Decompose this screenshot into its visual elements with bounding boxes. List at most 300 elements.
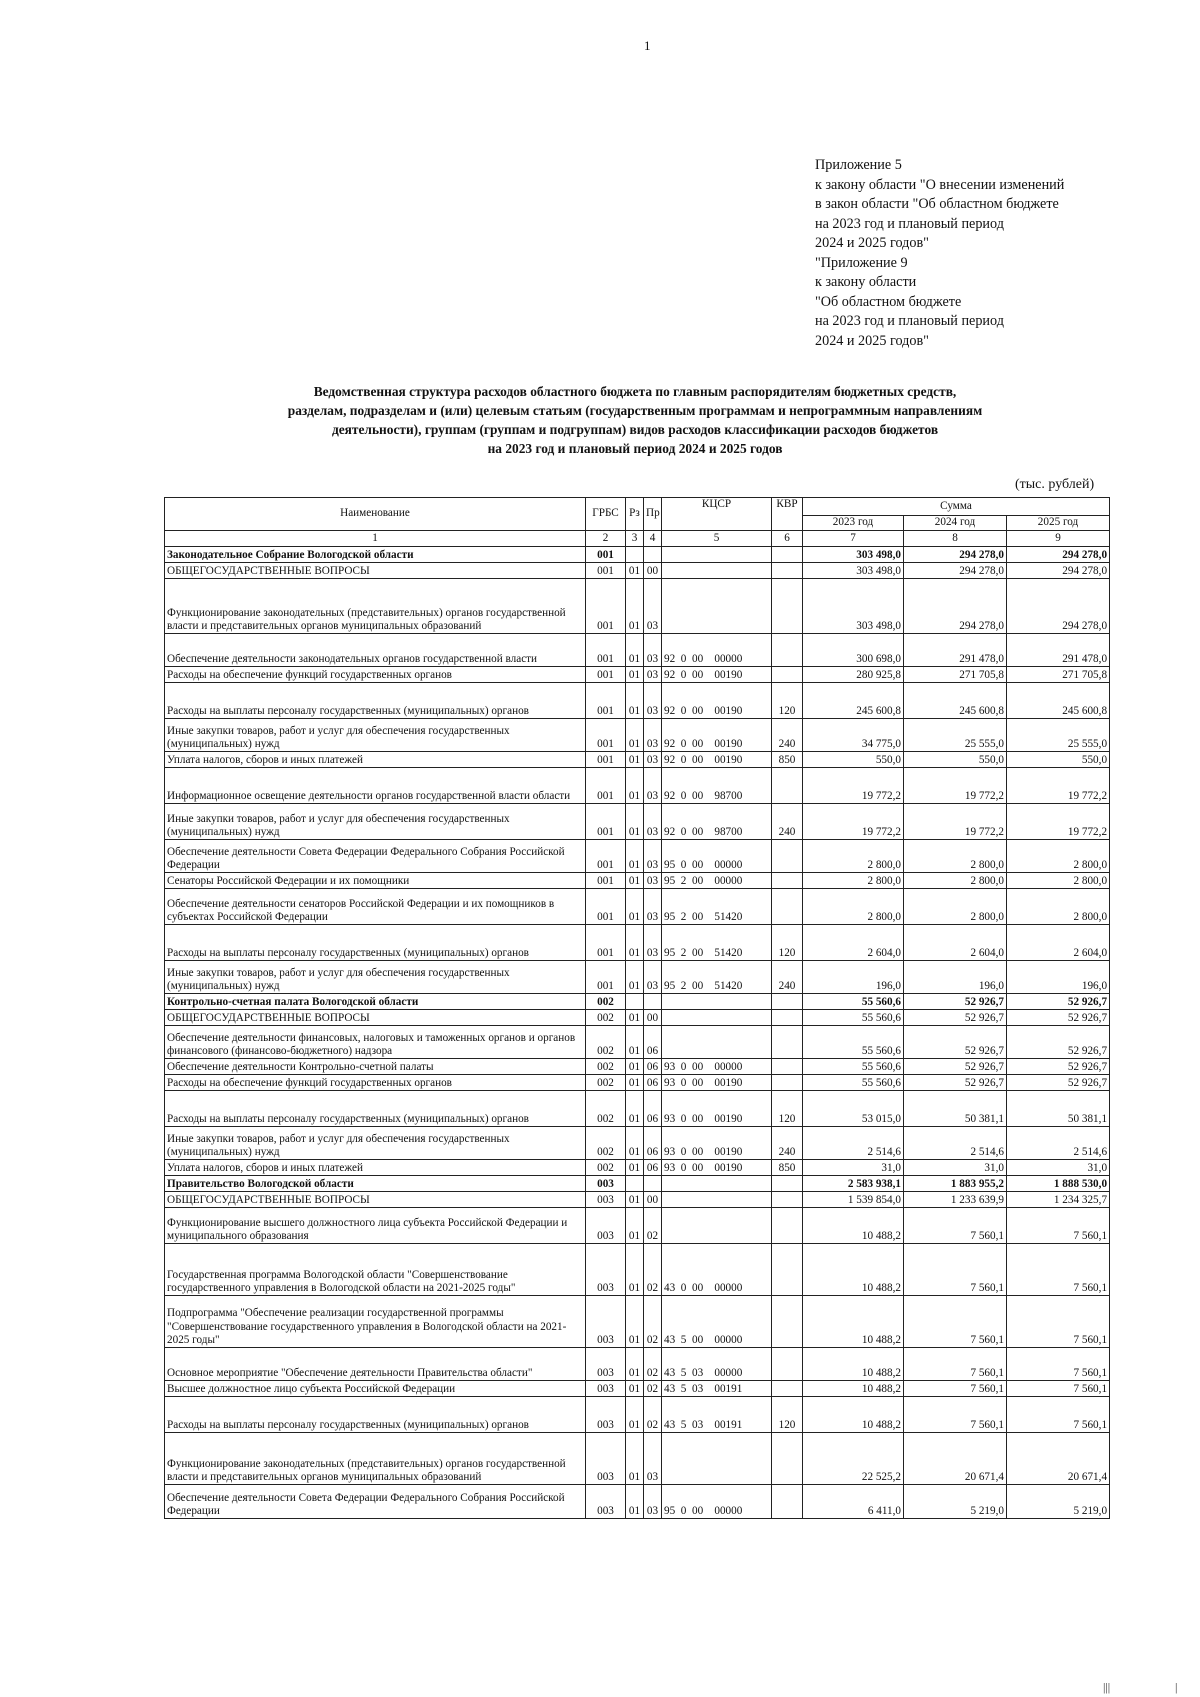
cell-pr: 03 bbox=[644, 873, 662, 889]
column-number: 9 bbox=[1007, 531, 1110, 547]
cell-amount-2025: 52 926,7 bbox=[1007, 1059, 1110, 1075]
title-line: деятельности), группам (группам и подгруппам) видов расходов классификации расходов бюджетов bbox=[331, 422, 939, 437]
cell-amount-2025: 19 772,2 bbox=[1007, 768, 1110, 804]
cell-name: Обеспечение деятельности Совета Федерации Федерального Собрания Российской Федерации bbox=[165, 840, 586, 873]
table-row bbox=[165, 925, 1110, 961]
cell-rz: 01 bbox=[626, 961, 644, 994]
cell-amount-2023: 1 539 854,0 bbox=[803, 1192, 904, 1208]
cell-kvr bbox=[772, 889, 803, 925]
cell-grbs: 003 bbox=[586, 1192, 626, 1208]
bottom-mark: ||| bbox=[1103, 1680, 1111, 1694]
cell-rz: 01 bbox=[626, 1296, 644, 1348]
units-label: (тыс. рублей) bbox=[1015, 477, 1095, 492]
cell-kvr: 120 bbox=[772, 1397, 803, 1433]
cell-pr: 03 bbox=[644, 719, 662, 752]
cell-name: Иные закупки товаров, работ и услуг для обеспечения государственных (муниципальных) нужд bbox=[165, 719, 586, 752]
cell-pr: 06 bbox=[644, 1075, 662, 1091]
cell-amount-2023: 303 498,0 bbox=[803, 547, 904, 563]
cell-rz: 01 bbox=[626, 1010, 644, 1026]
cell-amount-2023: 303 498,0 bbox=[803, 563, 904, 579]
cell-kcsr bbox=[662, 563, 772, 579]
cell-kcsr bbox=[662, 1176, 772, 1192]
cell-pr: 02 bbox=[644, 1381, 662, 1397]
cell-rz: 01 bbox=[626, 889, 644, 925]
header-rz: Рз bbox=[626, 498, 644, 531]
cell-name: Государственная программа Вологодской области "Совершенствование государственного управления в Вологодской области на 2021-2025 годы" bbox=[165, 1244, 586, 1296]
column-number: 7 bbox=[803, 531, 904, 547]
cell-rz bbox=[626, 1176, 644, 1192]
cell-name: Функционирование законодательных (представительных) органов государственной власти и представительных органов муниципальных образований bbox=[165, 579, 586, 634]
cell-amount-2025: 2 514,6 bbox=[1007, 1127, 1110, 1160]
cell-name: Обеспечение деятельности финансовых, налоговых и таможенных органов и органов финансового (финансово-бюджетного) надзора bbox=[165, 1026, 586, 1059]
cell-pr: 03 bbox=[644, 840, 662, 873]
cell-kvr: 240 bbox=[772, 804, 803, 840]
cell-amount-2025: 2 800,0 bbox=[1007, 889, 1110, 925]
cell-rz: 01 bbox=[626, 1059, 644, 1075]
header-pr: Пр bbox=[644, 498, 662, 531]
cell-kvr bbox=[772, 1485, 803, 1519]
cell-grbs: 001 bbox=[586, 961, 626, 994]
table-row bbox=[165, 752, 1110, 768]
cell-amount-2023: 303 498,0 bbox=[803, 579, 904, 634]
cell-kcsr: 93 0 00 00190 bbox=[662, 1075, 772, 1091]
cell-rz bbox=[626, 994, 644, 1010]
cell-kvr bbox=[772, 1381, 803, 1397]
header-kvr: КВР bbox=[772, 498, 803, 531]
cell-amount-2024: 52 926,7 bbox=[904, 1059, 1007, 1075]
table-row bbox=[165, 1296, 1110, 1348]
cell-amount-2025: 294 278,0 bbox=[1007, 563, 1110, 579]
cell-rz: 01 bbox=[626, 1026, 644, 1059]
cell-amount-2023: 55 560,6 bbox=[803, 994, 904, 1010]
cell-amount-2023: 196,0 bbox=[803, 961, 904, 994]
cell-amount-2023: 2 604,0 bbox=[803, 925, 904, 961]
cell-amount-2025: 196,0 bbox=[1007, 961, 1110, 994]
table-row bbox=[165, 961, 1110, 994]
cell-kcsr bbox=[662, 1433, 772, 1485]
cell-name: Иные закупки товаров, работ и услуг для обеспечения государственных (муниципальных) нужд bbox=[165, 961, 586, 994]
cell-grbs: 003 bbox=[586, 1433, 626, 1485]
cell-grbs: 002 bbox=[586, 1127, 626, 1160]
cell-kcsr: 43 5 03 00000 bbox=[662, 1348, 772, 1381]
cell-amount-2024: 1 233 639,9 bbox=[904, 1192, 1007, 1208]
cell-amount-2024: 20 671,4 bbox=[904, 1433, 1007, 1485]
cell-kcsr: 95 2 00 51420 bbox=[662, 889, 772, 925]
cell-amount-2025: 291 478,0 bbox=[1007, 634, 1110, 667]
cell-pr: 06 bbox=[644, 1127, 662, 1160]
header-kcsr: КЦСР bbox=[662, 498, 772, 531]
cell-name: Функционирование высшего должностного лица субъекта Российской Федерации и муниципального образования bbox=[165, 1208, 586, 1244]
column-number: 3 bbox=[626, 531, 644, 547]
table-row bbox=[165, 579, 1110, 634]
cell-name: Функционирование законодательных (представительных) органов государственной власти и представительных органов муниципальных образований bbox=[165, 1433, 586, 1485]
cell-kcsr: 43 0 00 00000 bbox=[662, 1244, 772, 1296]
cell-amount-2025: 25 555,0 bbox=[1007, 719, 1110, 752]
table-row bbox=[165, 1381, 1110, 1397]
cell-grbs: 001 bbox=[586, 634, 626, 667]
cell-kvr bbox=[772, 1026, 803, 1059]
cell-pr: 03 bbox=[644, 889, 662, 925]
cell-rz: 01 bbox=[626, 840, 644, 873]
cell-grbs: 001 bbox=[586, 752, 626, 768]
table-row bbox=[165, 1348, 1110, 1381]
cell-kvr bbox=[772, 1296, 803, 1348]
cell-kvr bbox=[772, 547, 803, 563]
appendix-line: к закону области bbox=[815, 274, 917, 290]
cell-grbs: 002 bbox=[586, 994, 626, 1010]
cell-name: Высшее должностное лицо субъекта Российской Федерации bbox=[165, 1381, 586, 1397]
cell-amount-2025: 245 600,8 bbox=[1007, 683, 1110, 719]
cell-grbs: 002 bbox=[586, 1075, 626, 1091]
table-row bbox=[165, 1091, 1110, 1127]
cell-kcsr bbox=[662, 579, 772, 634]
cell-amount-2025: 7 560,1 bbox=[1007, 1348, 1110, 1381]
cell-amount-2024: 2 800,0 bbox=[904, 873, 1007, 889]
cell-rz: 01 bbox=[626, 1160, 644, 1176]
cell-amount-2024: 7 560,1 bbox=[904, 1244, 1007, 1296]
cell-amount-2023: 19 772,2 bbox=[803, 804, 904, 840]
table-row bbox=[165, 1010, 1110, 1026]
cell-kcsr: 92 0 00 00190 bbox=[662, 719, 772, 752]
cell-amount-2023: 10 488,2 bbox=[803, 1296, 904, 1348]
cell-amount-2023: 10 488,2 bbox=[803, 1244, 904, 1296]
cell-amount-2024: 31,0 bbox=[904, 1160, 1007, 1176]
table-row bbox=[165, 804, 1110, 840]
cell-kcsr bbox=[662, 1208, 772, 1244]
cell-amount-2023: 550,0 bbox=[803, 752, 904, 768]
cell-amount-2025: 1 888 530,0 bbox=[1007, 1176, 1110, 1192]
cell-pr: 06 bbox=[644, 1160, 662, 1176]
cell-name: Расходы на обеспечение функций государственных органов bbox=[165, 667, 586, 683]
cell-amount-2025: 7 560,1 bbox=[1007, 1296, 1110, 1348]
table-row bbox=[165, 1026, 1110, 1059]
table-row bbox=[165, 873, 1110, 889]
cell-pr: 02 bbox=[644, 1397, 662, 1433]
cell-rz: 01 bbox=[626, 752, 644, 768]
cell-kvr bbox=[772, 1192, 803, 1208]
header-grbs: ГРБС bbox=[586, 498, 626, 531]
appendix-line: 2024 и 2025 годов" bbox=[815, 235, 929, 251]
cell-kvr: 120 bbox=[772, 683, 803, 719]
cell-amount-2023: 245 600,8 bbox=[803, 683, 904, 719]
table-row bbox=[165, 1075, 1110, 1091]
cell-kvr: 850 bbox=[772, 1160, 803, 1176]
cell-amount-2023: 22 525,2 bbox=[803, 1433, 904, 1485]
cell-rz bbox=[626, 547, 644, 563]
cell-rz: 01 bbox=[626, 1091, 644, 1127]
cell-amount-2025: 2 800,0 bbox=[1007, 873, 1110, 889]
table-row bbox=[165, 1127, 1110, 1160]
cell-amount-2023: 2 514,6 bbox=[803, 1127, 904, 1160]
cell-grbs: 001 bbox=[586, 719, 626, 752]
cell-kcsr bbox=[662, 1192, 772, 1208]
cell-kvr: 850 bbox=[772, 752, 803, 768]
cell-amount-2023: 53 015,0 bbox=[803, 1091, 904, 1127]
cell-rz: 01 bbox=[626, 1381, 644, 1397]
cell-rz: 01 bbox=[626, 1397, 644, 1433]
cell-amount-2024: 7 560,1 bbox=[904, 1208, 1007, 1244]
cell-amount-2025: 1 234 325,7 bbox=[1007, 1192, 1110, 1208]
appendix-note bbox=[815, 156, 1145, 351]
cell-kvr: 240 bbox=[772, 961, 803, 994]
cell-kcsr bbox=[662, 1010, 772, 1026]
cell-kvr bbox=[772, 1433, 803, 1485]
cell-amount-2024: 294 278,0 bbox=[904, 563, 1007, 579]
cell-pr: 03 bbox=[644, 925, 662, 961]
cell-kcsr: 43 5 00 00000 bbox=[662, 1296, 772, 1348]
cell-amount-2024: 52 926,7 bbox=[904, 1075, 1007, 1091]
cell-amount-2024: 294 278,0 bbox=[904, 579, 1007, 634]
appendix-line: "Приложение 9 bbox=[815, 254, 908, 271]
cell-kvr: 120 bbox=[772, 1091, 803, 1127]
table-row bbox=[165, 1485, 1110, 1519]
cell-name: Сенаторы Российской Федерации и их помощники bbox=[165, 873, 586, 889]
cell-amount-2024: 196,0 bbox=[904, 961, 1007, 994]
cell-amount-2025: 7 560,1 bbox=[1007, 1208, 1110, 1244]
cell-grbs: 001 bbox=[586, 804, 626, 840]
cell-kvr bbox=[772, 667, 803, 683]
cell-kcsr: 93 0 00 00190 bbox=[662, 1127, 772, 1160]
cell-amount-2024: 2 514,6 bbox=[904, 1127, 1007, 1160]
cell-amount-2025: 52 926,7 bbox=[1007, 1010, 1110, 1026]
appendix-line: на 2023 год и плановый период bbox=[815, 313, 1004, 329]
cell-kvr bbox=[772, 1176, 803, 1192]
cell-name: ОБЩЕГОСУДАРСТВЕННЫЕ ВОПРОСЫ bbox=[165, 1192, 586, 1208]
cell-amount-2025: 550,0 bbox=[1007, 752, 1110, 768]
cell-kvr bbox=[772, 1348, 803, 1381]
cell-kvr bbox=[772, 1059, 803, 1075]
cell-pr: 02 bbox=[644, 1296, 662, 1348]
cell-amount-2024: 52 926,7 bbox=[904, 994, 1007, 1010]
cell-name: Подпрограмма "Обеспечение реализации государственной программы "Совершенствование государственного управления в Вологодской области на 2021-2025 годы" bbox=[165, 1296, 586, 1348]
cell-amount-2023: 2 583 938,1 bbox=[803, 1176, 904, 1192]
cell-amount-2024: 19 772,2 bbox=[904, 804, 1007, 840]
cell-pr bbox=[644, 994, 662, 1010]
cell-amount-2025: 294 278,0 bbox=[1007, 579, 1110, 634]
table-row bbox=[165, 1059, 1110, 1075]
header-year-2024: 2024 год bbox=[904, 516, 1007, 531]
column-number: 1 bbox=[165, 531, 586, 547]
column-number: 6 bbox=[772, 531, 803, 547]
budget-table-body bbox=[165, 547, 1110, 1519]
cell-kcsr: 92 0 00 98700 bbox=[662, 768, 772, 804]
cell-grbs: 003 bbox=[586, 1485, 626, 1519]
appendix-line: в закон области "Об областном бюджете bbox=[815, 196, 1059, 212]
cell-grbs: 002 bbox=[586, 1010, 626, 1026]
cell-kcsr: 92 0 00 00190 bbox=[662, 667, 772, 683]
cell-pr: 02 bbox=[644, 1244, 662, 1296]
table-row bbox=[165, 1208, 1110, 1244]
table-row bbox=[165, 547, 1110, 563]
appendix-line: "Об областном бюджете bbox=[815, 293, 962, 310]
cell-grbs: 003 bbox=[586, 1208, 626, 1244]
cell-amount-2024: 25 555,0 bbox=[904, 719, 1007, 752]
table-row bbox=[165, 1176, 1110, 1192]
cell-kcsr: 93 0 00 00190 bbox=[662, 1160, 772, 1176]
cell-rz: 01 bbox=[626, 804, 644, 840]
cell-rz: 01 bbox=[626, 563, 644, 579]
cell-name: Основное мероприятие "Обеспечение деятельности Правительства области" bbox=[165, 1348, 586, 1381]
cell-name: Обеспечение деятельности сенаторов Российской Федерации и их помощников в субъектах Российской Федерации bbox=[165, 889, 586, 925]
table-row bbox=[165, 719, 1110, 752]
cell-kcsr: 95 0 00 00000 bbox=[662, 840, 772, 873]
cell-amount-2024: 7 560,1 bbox=[904, 1348, 1007, 1381]
cell-pr: 00 bbox=[644, 1010, 662, 1026]
column-number: 8 bbox=[904, 531, 1007, 547]
table-row bbox=[165, 840, 1110, 873]
cell-amount-2023: 55 560,6 bbox=[803, 1059, 904, 1075]
document-title bbox=[170, 382, 1100, 458]
cell-rz: 01 bbox=[626, 1433, 644, 1485]
cell-grbs: 001 bbox=[586, 547, 626, 563]
cell-amount-2024: 245 600,8 bbox=[904, 683, 1007, 719]
cell-kvr: 120 bbox=[772, 925, 803, 961]
cell-grbs: 001 bbox=[586, 563, 626, 579]
cell-amount-2024: 294 278,0 bbox=[904, 547, 1007, 563]
cell-kcsr bbox=[662, 547, 772, 563]
header-name: Наименование bbox=[165, 498, 586, 531]
title-line: на 2023 год и плановый период 2024 и 2025 годов bbox=[487, 441, 783, 456]
cell-kvr bbox=[772, 873, 803, 889]
cell-amount-2024: 7 560,1 bbox=[904, 1381, 1007, 1397]
cell-kvr bbox=[772, 1075, 803, 1091]
table-row bbox=[165, 1397, 1110, 1433]
cell-name: Уплата налогов, сборов и иных платежей bbox=[165, 1160, 586, 1176]
appendix-line: к закону области "О внесении изменений bbox=[815, 176, 1065, 193]
cell-rz: 01 bbox=[626, 1208, 644, 1244]
cell-kvr bbox=[772, 579, 803, 634]
cell-rz: 01 bbox=[626, 1192, 644, 1208]
cell-name: Законодательное Собрание Вологодской области bbox=[165, 547, 586, 563]
cell-amount-2024: 52 926,7 bbox=[904, 1010, 1007, 1026]
cell-amount-2025: 294 278,0 bbox=[1007, 547, 1110, 563]
cell-grbs: 003 bbox=[586, 1176, 626, 1192]
cell-kcsr: 95 2 00 51420 bbox=[662, 961, 772, 994]
cell-kcsr bbox=[662, 994, 772, 1010]
cell-amount-2025: 2 800,0 bbox=[1007, 840, 1110, 873]
cell-amount-2025: 7 560,1 bbox=[1007, 1381, 1110, 1397]
table-row bbox=[165, 1433, 1110, 1485]
cell-amount-2024: 52 926,7 bbox=[904, 1026, 1007, 1059]
cell-pr: 00 bbox=[644, 1192, 662, 1208]
cell-kvr bbox=[772, 563, 803, 579]
cell-name: Расходы на обеспечение функций государственных органов bbox=[165, 1075, 586, 1091]
cell-name: Расходы на выплаты персоналу государственных (муниципальных) органов bbox=[165, 1397, 586, 1433]
cell-amount-2025: 52 926,7 bbox=[1007, 994, 1110, 1010]
cell-name: Контрольно-счетная палата Вологодской области bbox=[165, 994, 586, 1010]
cell-amount-2024: 19 772,2 bbox=[904, 768, 1007, 804]
table-row bbox=[165, 889, 1110, 925]
cell-name: Расходы на выплаты персоналу государственных (муниципальных) органов bbox=[165, 1091, 586, 1127]
cell-rz: 01 bbox=[626, 1127, 644, 1160]
cell-amount-2024: 50 381,1 bbox=[904, 1091, 1007, 1127]
cell-grbs: 003 bbox=[586, 1348, 626, 1381]
cell-kvr bbox=[772, 1010, 803, 1026]
cell-amount-2023: 55 560,6 bbox=[803, 1026, 904, 1059]
cell-kvr bbox=[772, 1244, 803, 1296]
cell-grbs: 003 bbox=[586, 1381, 626, 1397]
cell-grbs: 001 bbox=[586, 873, 626, 889]
cell-pr: 03 bbox=[644, 579, 662, 634]
cell-amount-2025: 7 560,1 bbox=[1007, 1244, 1110, 1296]
cell-rz: 01 bbox=[626, 925, 644, 961]
column-number: 4 bbox=[644, 531, 662, 547]
cell-grbs: 001 bbox=[586, 925, 626, 961]
cell-amount-2025: 5 219,0 bbox=[1007, 1485, 1110, 1519]
table-row bbox=[165, 563, 1110, 579]
appendix-line: Приложение 5 bbox=[815, 157, 902, 173]
table-row bbox=[165, 1192, 1110, 1208]
cell-grbs: 001 bbox=[586, 840, 626, 873]
cell-amount-2024: 291 478,0 bbox=[904, 634, 1007, 667]
cell-amount-2023: 55 560,6 bbox=[803, 1010, 904, 1026]
cell-kvr bbox=[772, 994, 803, 1010]
cell-amount-2023: 10 488,2 bbox=[803, 1381, 904, 1397]
cell-amount-2023: 2 800,0 bbox=[803, 840, 904, 873]
title-line: разделам, подразделам и (или) целевым статьям (государственным программам и непрограммным направлениям bbox=[287, 403, 983, 418]
cell-grbs: 002 bbox=[586, 1059, 626, 1075]
table-row bbox=[165, 634, 1110, 667]
cell-name: Иные закупки товаров, работ и услуг для обеспечения государственных (муниципальных) нужд bbox=[165, 804, 586, 840]
cell-amount-2023: 2 800,0 bbox=[803, 873, 904, 889]
cell-pr: 03 bbox=[644, 667, 662, 683]
cell-rz: 01 bbox=[626, 579, 644, 634]
cell-kcsr bbox=[662, 1026, 772, 1059]
cell-grbs: 001 bbox=[586, 683, 626, 719]
cell-pr: 03 bbox=[644, 1433, 662, 1485]
cell-grbs: 003 bbox=[586, 1296, 626, 1348]
cell-amount-2025: 31,0 bbox=[1007, 1160, 1110, 1176]
cell-name: Обеспечение деятельности Контрольно-счетной палаты bbox=[165, 1059, 586, 1075]
cell-kvr bbox=[772, 634, 803, 667]
table-row bbox=[165, 768, 1110, 804]
cell-pr: 06 bbox=[644, 1026, 662, 1059]
cell-name: ОБЩЕГОСУДАРСТВЕННЫЕ ВОПРОСЫ bbox=[165, 563, 586, 579]
cell-kcsr: 43 5 03 00191 bbox=[662, 1381, 772, 1397]
cell-kcsr: 93 0 00 00000 bbox=[662, 1059, 772, 1075]
bottom-mark: | bbox=[1175, 1680, 1178, 1694]
cell-amount-2023: 10 488,2 bbox=[803, 1348, 904, 1381]
cell-amount-2024: 7 560,1 bbox=[904, 1296, 1007, 1348]
cell-kcsr: 92 0 00 00190 bbox=[662, 752, 772, 768]
cell-amount-2025: 271 705,8 bbox=[1007, 667, 1110, 683]
cell-kcsr: 92 0 00 98700 bbox=[662, 804, 772, 840]
table-row bbox=[165, 683, 1110, 719]
cell-grbs: 001 bbox=[586, 667, 626, 683]
cell-pr: 03 bbox=[644, 752, 662, 768]
cell-amount-2025: 52 926,7 bbox=[1007, 1075, 1110, 1091]
cell-rz: 01 bbox=[626, 768, 644, 804]
cell-amount-2024: 5 219,0 bbox=[904, 1485, 1007, 1519]
appendix-line: на 2023 год и плановый период bbox=[815, 215, 1004, 232]
cell-name: Иные закупки товаров, работ и услуг для обеспечения государственных (муниципальных) нужд bbox=[165, 1127, 586, 1160]
cell-name: Уплата налогов, сборов и иных платежей bbox=[165, 752, 586, 768]
header-sum: Сумма bbox=[803, 498, 1110, 516]
page-mark: 1 bbox=[644, 38, 651, 53]
cell-grbs: 002 bbox=[586, 1091, 626, 1127]
cell-amount-2023: 10 488,2 bbox=[803, 1397, 904, 1433]
cell-pr: 02 bbox=[644, 1208, 662, 1244]
cell-kcsr: 95 2 00 51420 bbox=[662, 925, 772, 961]
appendix-line: 2024 и 2025 годов" bbox=[815, 332, 929, 349]
table-row bbox=[165, 994, 1110, 1010]
cell-pr: 03 bbox=[644, 683, 662, 719]
cell-amount-2023: 31,0 bbox=[803, 1160, 904, 1176]
cell-amount-2024: 1 883 955,2 bbox=[904, 1176, 1007, 1192]
cell-rz: 01 bbox=[626, 1075, 644, 1091]
cell-amount-2025: 50 381,1 bbox=[1007, 1091, 1110, 1127]
cell-rz: 01 bbox=[626, 1348, 644, 1381]
